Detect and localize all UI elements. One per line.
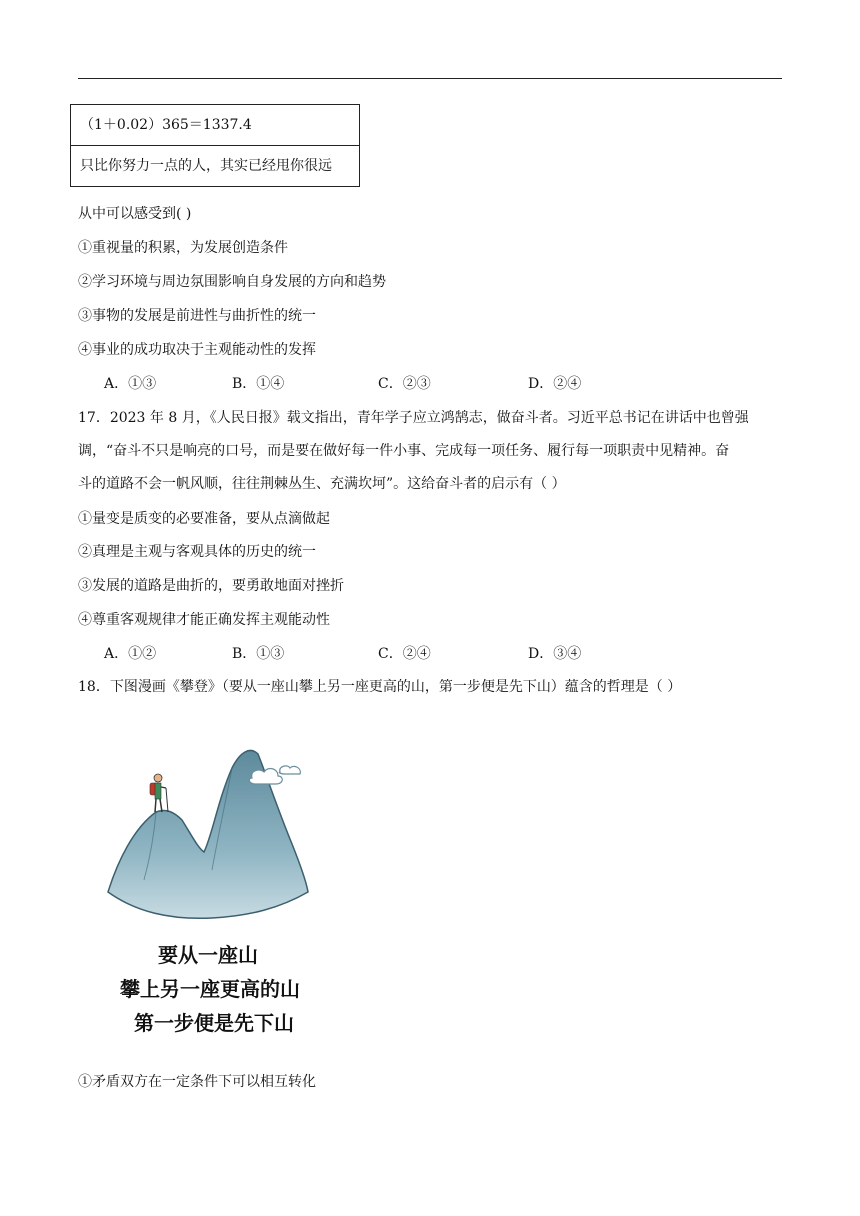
q16-option-d[interactable]: D．②④	[528, 376, 582, 392]
q16-option-a[interactable]: A．①③	[104, 376, 157, 392]
q16-item-1: ①重视量的积累，为发展创造条件	[78, 240, 288, 256]
mountain-illustration	[100, 740, 315, 1040]
caption-line-2: 攀上另一座更高的山	[120, 977, 300, 1001]
motto-cell: 只比你努力一点的人，其实已经甩你很远	[71, 145, 359, 186]
q16-option-c[interactable]: C．②③	[378, 376, 431, 392]
q16-option-b[interactable]: B．①④	[232, 376, 285, 392]
climber-icon	[150, 774, 168, 812]
q17-item-1: ①量变是质变的必要准备，要从点滴做起	[78, 511, 330, 527]
q17-option-b[interactable]: B．①③	[232, 646, 285, 662]
q17-item-2: ②真理是主观与客观具体的历史的统一	[78, 544, 316, 560]
q17-item-3: ③发展的道路是曲折的，要勇敢地面对挫折	[78, 578, 344, 594]
cloud-icon	[249, 769, 282, 784]
q17-option-c[interactable]: C．②④	[378, 646, 431, 662]
caption-line-1: 要从一座山	[158, 943, 258, 967]
q17-item-4: ④尊重客观规律才能正确发挥主观能动性	[78, 612, 330, 628]
climbing-cartoon	[100, 740, 315, 1040]
caption-line-3: 第一步便是先下山	[134, 1011, 294, 1035]
q16-item-2: ②学习环境与周边氛围影响自身发展的方向和趋势	[78, 274, 386, 290]
header-rule	[78, 78, 782, 79]
q16-stem: 从中可以感受到( )	[78, 206, 192, 222]
formula-cell: （1＋0.02）365＝1337.4	[80, 117, 252, 133]
formula-table	[70, 104, 360, 187]
q17-stem-line-3: 斗的道路不会一帆风顺，往往荆棘丛生、充满坎坷”。这给奋斗者的启示有（ ）	[78, 476, 566, 492]
q17-stem-line-1: 17．2023 年 8 月，《人民日报》载文指出，青年学子应立鸿鹄志，做奋斗者。习近平总书记在讲话中也曾强	[78, 410, 749, 426]
q18-stem: 18．下图漫画《攀登》（要从一座山攀上另一座更高的山，第一步便是先下山）蕴含的哲理是（ ）	[78, 679, 682, 695]
q17-option-a[interactable]: A．①②	[104, 646, 157, 662]
q17-stem-line-2: 调，“奋斗不只是响亮的口号，而是要在做好每一件小事、完成每一项任务、履行每一项职责中见精神。奋	[78, 443, 730, 459]
q16-item-4: ④事业的成功取决于主观能动性的发挥	[78, 342, 316, 358]
q17-option-d[interactable]: D．③④	[528, 646, 582, 662]
q18-item-1: ①矛盾双方在一定条件下可以相互转化	[78, 1074, 316, 1090]
q16-item-3: ③事物的发展是前进性与曲折性的统一	[78, 308, 316, 324]
